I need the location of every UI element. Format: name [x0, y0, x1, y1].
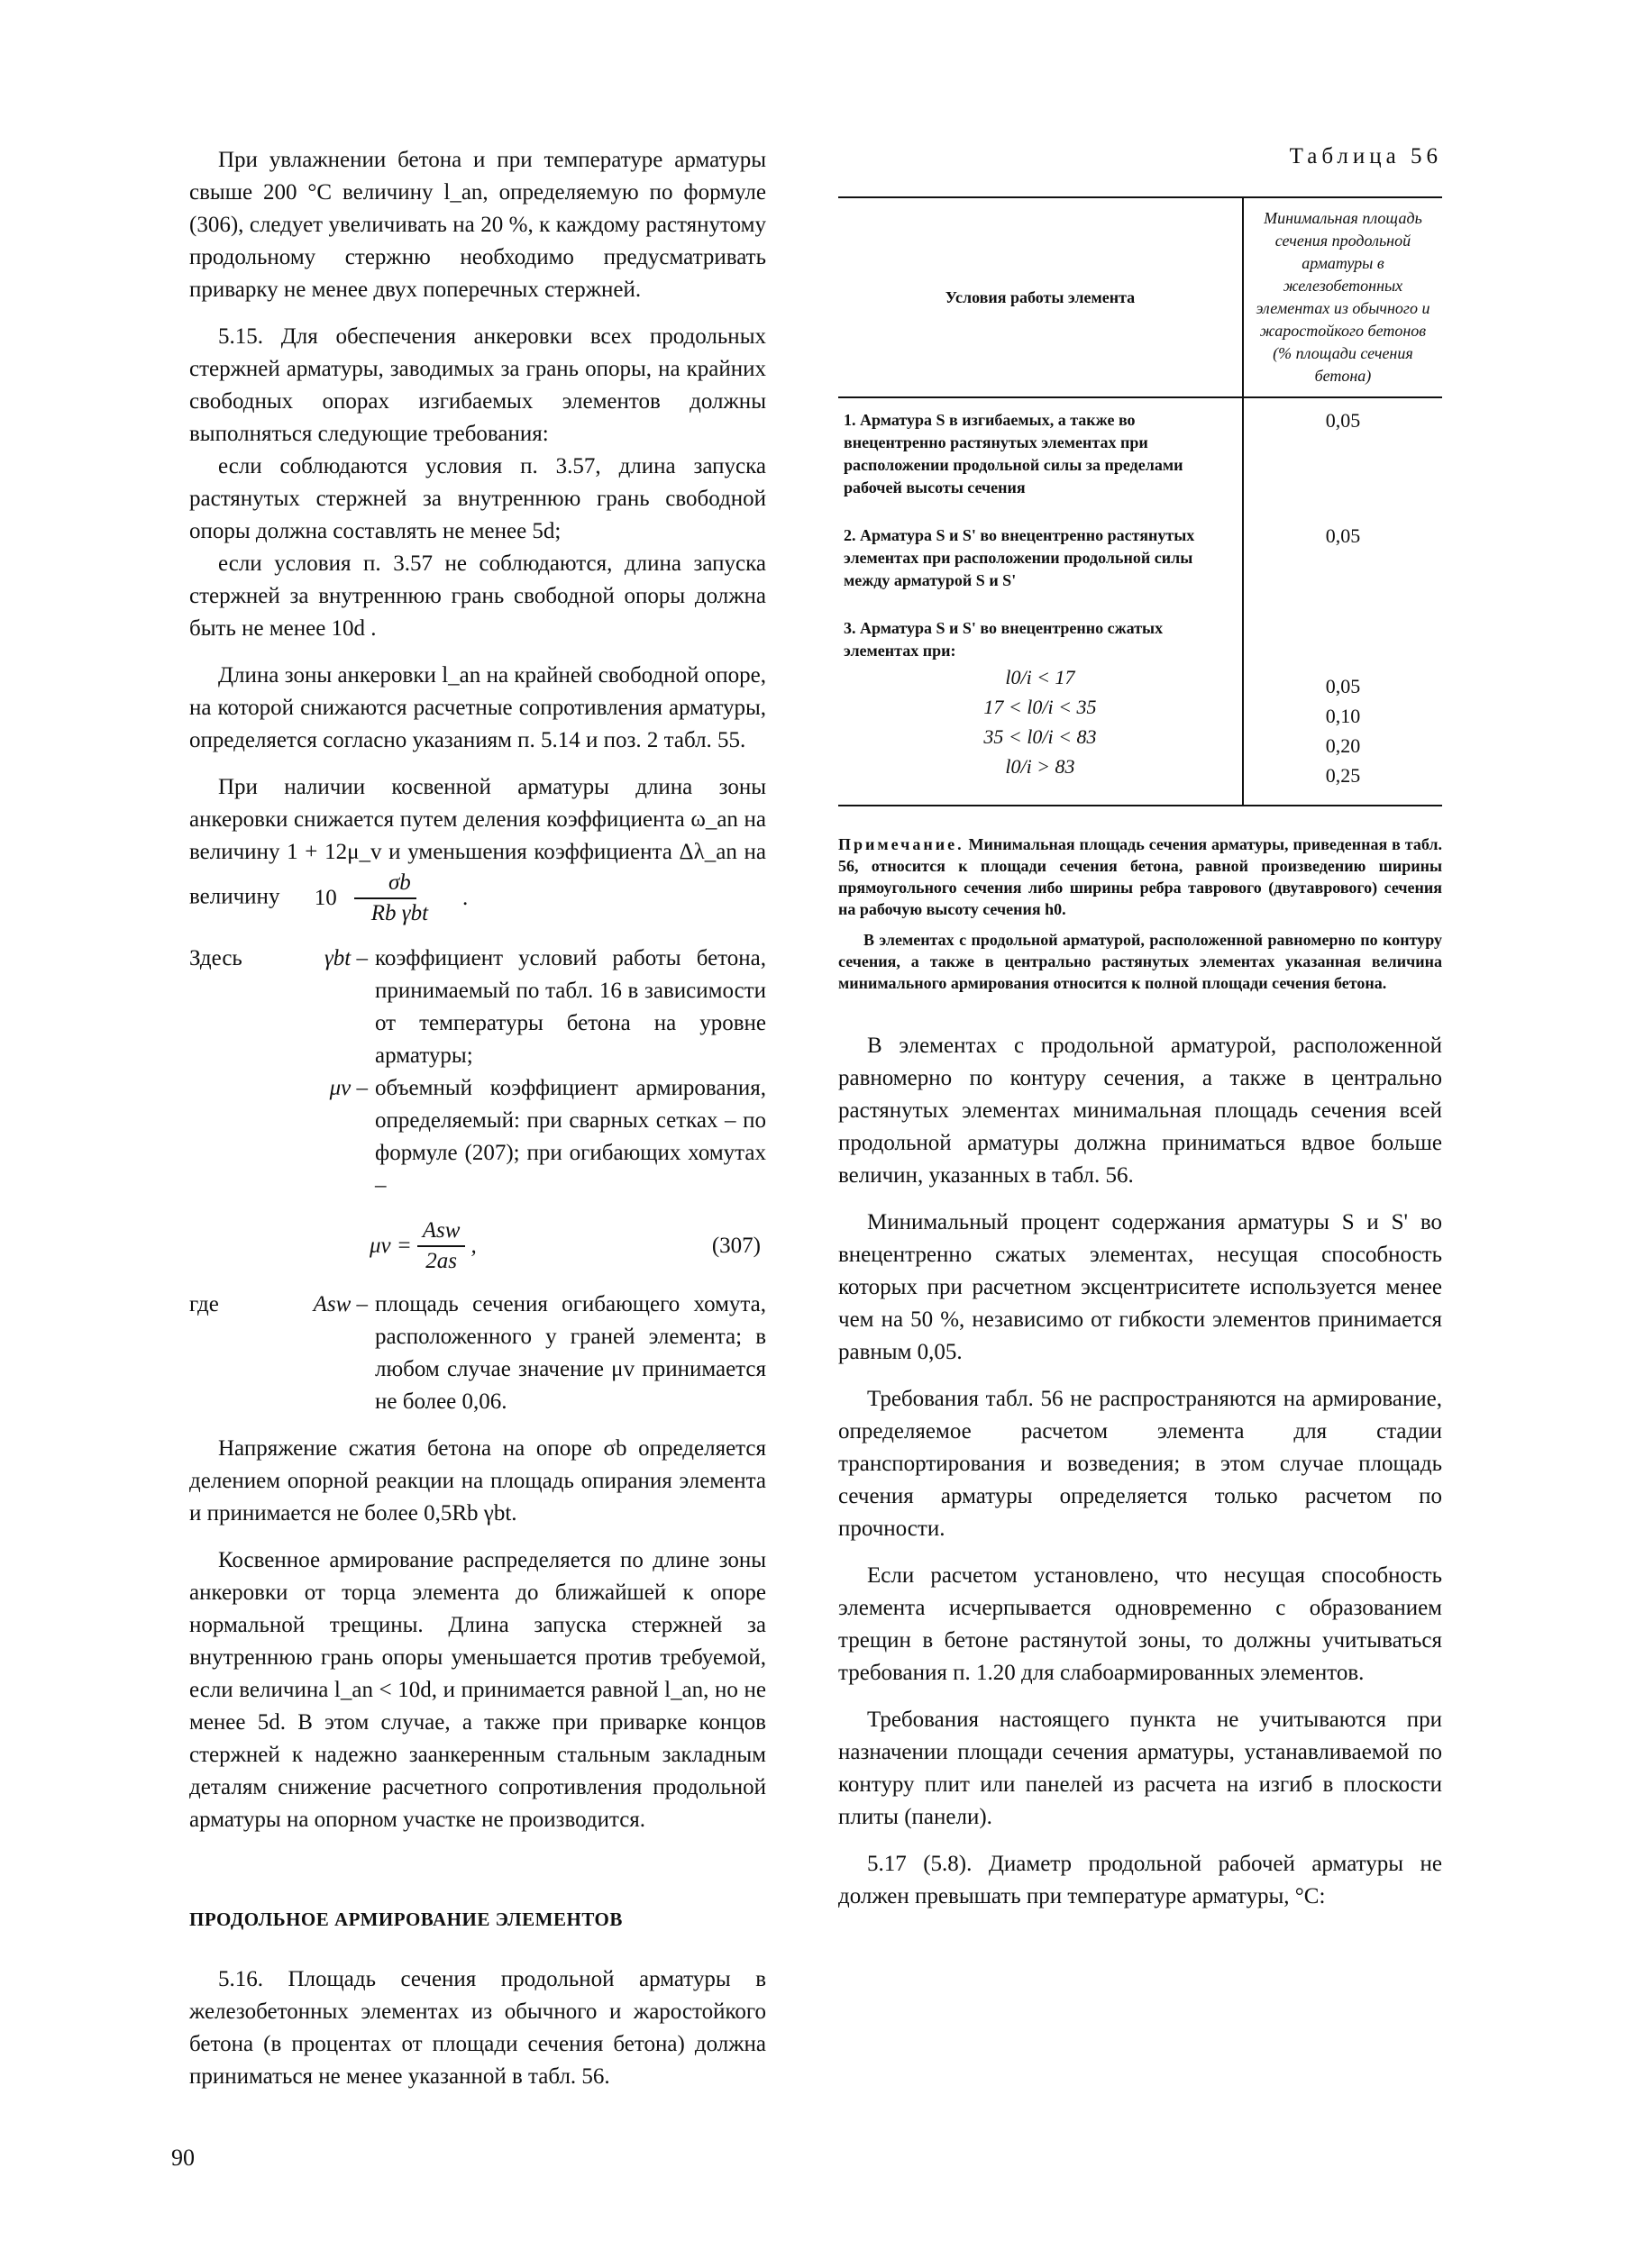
slenderness-range: l0/i > 83 — [1005, 755, 1075, 778]
note-label: Примечание. — [838, 835, 964, 853]
table-row — [838, 606, 1442, 806]
paragraph: Требования настоящего пункта не учитываются при назначении площади сечения арматуры, устанавливаемой по контуру плит или панелей из расчета на изгиб в плоскости плиты (панели). — [838, 1708, 1442, 1829]
paragraph: Напряжение сжатия бетона на опоре σb определяется делением опорной реакции на площадь опирания элемента и принимается не более 0,5Rb γbt. — [189, 1436, 766, 1526]
def-lead: где — [189, 1292, 219, 1316]
formula-prefix: 10 — [314, 886, 337, 910]
paragraph: Требования табл. 56 не распространяются на армирование, определяемое расчетом элемента для стадии транспортирования и возведения; в этом случае площадь сечения арматуры определяется только расчетом по прочности. — [838, 1387, 1442, 1541]
paragraph: если соблюдаются условия п. 3.57, длина запуска растянутых стержней за внутреннюю грань свободной опоры должна составлять не менее 5d; — [189, 454, 766, 543]
table-56 — [838, 196, 1442, 806]
fraction — [343, 869, 428, 928]
fraction-numerator: Asw — [417, 1216, 466, 1247]
fraction — [417, 1216, 466, 1276]
table-title: Таблица 56 — [1289, 144, 1442, 169]
table-row — [838, 514, 1442, 606]
def-symbol: μv – — [329, 1076, 368, 1100]
table-header-cell: Минимальная площадь сечения продольной арматуры в железобетонных элементах из обычного и жаростойкого бетонов (% площади сечения бетона) — [1243, 197, 1442, 397]
def-text: коэффициент условий работы бетона, принимаемый по табл. 16 в зависимости от температуры бетона на уровне арматуры; — [375, 946, 766, 1068]
paragraph-text: При наличии косвенной арматуры длина зоны анкеровки снижается путем деления коэффициента ω_an на величину 1 + 12μ_v и уменьшения коэффициента Δλ_an на величину — [189, 775, 766, 909]
def-text: объемный коэффициент армирования, определяемый: при сварных сетках – по формуле (207); при огибающих хомутах – — [375, 1076, 766, 1198]
definitions-block — [189, 1289, 766, 1418]
slenderness-range: 35 < l0/i < 83 — [983, 725, 1097, 748]
table-cell: 1. Арматура S в изгибаемых, а также во внецентренно растянутых элементах при расположении продольной силы за пределами рабочей высоты сечения — [844, 411, 1183, 496]
formula-lhs: μv = — [370, 1234, 412, 1258]
table-cell: 0,05 — [1243, 514, 1442, 606]
paragraph: Если расчетом установлено, что несущая способность элемента исчерпывается одновременно с образованием трещин в бетоне растянутой зоны, то должны учитываться требования п. 1.20 для слабоармированных элементов. — [838, 1563, 1442, 1685]
table-value: 0,10 — [1325, 705, 1361, 727]
table-cell: 2. Арматура S и S' во внецентренно растянутых элементах при расположении продольной силы между арматурой S и S' — [844, 526, 1195, 589]
paragraph: Косвенное армирование распределяется по длине зоны анкеровки от торца элемента до ближайшей к опоре нормальной трещины. Длина запуска стержней за внутреннюю грань опоры уменьшается против требуемой, если величина l_an < 10d, и принимается равной l_an, но не менее 5d. В этом случае, а также при приварке концов стержней к надежно заанкеренным стальным закладным деталям снижение расчетного сопротивления продольной арматуры на опорном участке не производится. — [189, 1548, 766, 1832]
slenderness-range: 17 < l0/i < 35 — [983, 696, 1097, 718]
paragraph: В элементах с продольной арматурой, расположенной равномерно по контуру сечения, а также в центрально растянутых элементах минимальная площадь сечения всей продольной арматуры должна приниматься вдвое больше величин, указанных в табл. 56. — [838, 1034, 1442, 1188]
formula-body — [370, 1216, 477, 1276]
table-value: 0,20 — [1325, 734, 1361, 757]
paragraph: При увлажнении бетона и при температуре арматуры свыше 200 °С величину l_an, определяемую по формуле (306), следует увеличивать на 20 %, к каждому растянутому продольному стержню необходимо предусматривать приварку не менее двух поперечных стержней. — [189, 148, 766, 302]
page-number: 90 — [171, 2145, 195, 2171]
right-column — [838, 144, 1442, 1927]
fraction-numerator: σb — [354, 869, 416, 899]
def-symbol: γbt – — [324, 946, 368, 970]
inline-formula — [286, 869, 469, 928]
equation-number: (307) — [711, 1234, 761, 1258]
def-symbol: Asw – — [313, 1292, 368, 1316]
paragraph: если условия п. 3.57 не соблюдаются, длина запуска стержней за внутреннюю грань свободной опоры должна быть не менее 10d . — [189, 551, 766, 641]
row-condition: 3. Арматура S и S' во внецентренно сжатых элементах при: — [844, 619, 1164, 660]
clause-5-16: 5.16. Площадь сечения продольной арматуры в железобетонных элементах из обычного и жаростойкого бетона (в процентах от площади сечения бетона) должна приниматься не менее указанной в табл. 56. — [189, 1967, 766, 2089]
fraction-denominator: Rb γbt — [370, 901, 429, 925]
table-note-2: В элементах с продольной арматурой, расположенной равномерно по контуру сечения, а также в центрально растянутых элементах указанная величина минимального армирования относится к полной площади сечения бетона. — [838, 931, 1442, 992]
formula-307 — [189, 1216, 766, 1276]
table-value: 0,25 — [1325, 764, 1361, 787]
table-header-cell: Условия работы элемента — [838, 197, 1243, 397]
paragraph-indirect-reinforcement — [189, 771, 766, 928]
note-text: Минимальная площадь сечения арматуры, приведенная в табл. 56, относится к площади сечения бетона, равной произведению ширины прямоугольного сечения либо ширины ребра таврового (двутаврового) сечения на рабочую высоту сечения h0. — [838, 835, 1442, 918]
clause-5-15: 5.15. Для обеспечения анкеровки всех продольных стержней арматуры, заводимых за грань опоры, на крайних свободных опорах изгибаемых элементов должны выполняться следующие требования: — [189, 324, 766, 446]
paragraph: Длина зоны анкеровки l_an на крайней свободной опоре, на которой снижаются расчетные сопротивления арматуры, определяется согласно указаниям п. 5.14 и поз. 2 табл. 55. — [189, 663, 766, 752]
definitions-block — [189, 943, 766, 1202]
table-value: 0,05 — [1325, 675, 1361, 697]
formula-end: . — [462, 886, 469, 910]
slenderness-range: l0/i < 17 — [1005, 666, 1075, 688]
section-heading: ПРОДОЛЬНОЕ АРМИРОВАНИЕ ЭЛЕМЕНТОВ — [189, 1908, 623, 1930]
table-cell: 0,05 — [1243, 397, 1442, 514]
clause-5-17: 5.17 (5.8). Диаметр продольной рабочей арматуры не должен превышать при температуре арматуры, °С: — [838, 1852, 1442, 1908]
left-column — [189, 144, 766, 2108]
table-cell — [838, 606, 1243, 806]
table-note — [838, 833, 1442, 920]
table-header-row — [838, 197, 1442, 397]
formula-comma: , — [470, 1234, 477, 1258]
def-text: площадь сечения огибающего хомута, расположенного у граней элемента; в любом случае значение μv принимается не более 0,06. — [375, 1292, 766, 1414]
table-cell — [1243, 606, 1442, 806]
fraction-denominator: 2as — [425, 1249, 457, 1273]
def-lead — [189, 1072, 297, 1202]
def-lead: Здесь — [189, 946, 242, 970]
table-row — [838, 397, 1442, 514]
paragraph: Минимальный процент содержания арматуры S и S' во внецентренно сжатых элементах, несущая способность которых при расчетном эксцентриситете используется менее чем на 50 %, независимо от гибкости элементов принимается равным 0,05. — [838, 1210, 1442, 1364]
